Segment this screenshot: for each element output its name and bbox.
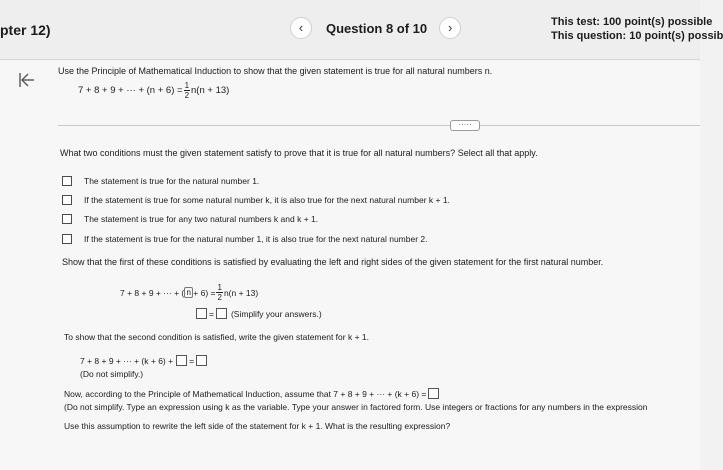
k-rhs-input[interactable] [196,355,207,366]
collapse-back-icon[interactable] [18,71,36,89]
first-lhs-start: 7 + 8 + 9 + ··· + ( [120,287,185,298]
option-1-checkbox[interactable] [62,176,72,186]
statement-lhs: 7 + 8 + 9 + ··· + (n + 6) = [78,85,183,96]
top-bar [0,0,723,60]
k-statement-lhs: 7 + 8 + 9 + ··· + (k + 6) + [80,355,174,366]
problem-instruction: Use the Principle of Mathematical Induction to show that the given statement is true for all natural numbers n. [58,66,493,76]
problem-statement [78,81,229,100]
expand-more-button[interactable]: ····· [450,120,480,131]
option-2-checkbox[interactable] [62,195,72,205]
next-question-button[interactable]: › [439,17,461,39]
first-rhs-answer-input[interactable] [216,308,227,319]
second-condition-question: To show that the second condition is satisfied, write the given statement for k + 1. [64,332,369,342]
first-lhs-answer-input[interactable] [196,308,207,319]
fraction-denominator: 2 [184,91,190,100]
rewrite-question: Use this assumption to rewrite the left side of the statement for k + 1. What is the resulting expression? [64,421,451,431]
statement-rhs: n(n + 13) [191,85,230,96]
first-condition-question: Show that the first of these conditions is satisfied by evaluating the left and right sides of the given statement for the first natural number. [62,257,604,267]
test-points: This test: 100 point(s) possible [551,16,713,28]
option-1[interactable] [62,176,259,186]
points-info [551,15,723,43]
chapter-title: pter 12) [0,22,51,38]
section-divider [58,125,700,126]
option-4-label: If the statement is true for the natural number 1, it is also true for the next natural number 2. [84,234,428,244]
one-half-fraction [184,81,190,100]
first-one-half-fraction [216,283,222,302]
k-equals-sign: = [189,355,195,366]
option-1-label: The statement is true for the natural number 1. [84,176,260,186]
question-navigator [290,17,461,39]
option-4[interactable] [62,234,427,244]
option-2[interactable] [62,195,450,205]
assumption-input[interactable] [428,388,439,399]
first-lhs-end: + 6) = [193,287,216,298]
option-4-checkbox[interactable] [62,234,72,244]
assumption-instructions: (Do not simplify. Type an expression using k as the variable. Type your answer in factored form. Use integers or fractions for any numbers in the expression [64,402,648,412]
simplify-hint: (Simplify your answers.) [230,308,322,319]
option-3-checkbox[interactable] [62,214,72,224]
fraction-numerator: 1 [184,81,190,90]
first-condition-answer-row [196,308,322,319]
assumption-text: Now, according to the Principle of Mathematical Induction, assume that 7 + 8 + 9 + ··· + (k + 6) = [64,388,427,399]
first-fraction-numerator: 1 [217,283,222,292]
n-highlight: n [184,287,193,298]
assumption-statement [64,388,439,399]
first-condition-statement [120,283,258,302]
first-equals-sign: = [209,308,214,319]
first-fraction-denominator: 2 [217,293,222,302]
first-rhs: n(n + 13) [223,287,259,298]
option-3-label: The statement is true for any two natural numbers k and k + 1. [84,214,319,224]
k-next-term-input[interactable] [176,355,187,366]
option-3[interactable] [62,214,318,224]
question-points: This question: 10 point(s) possib [551,30,723,42]
k-plus-one-statement [80,355,207,366]
conditions-question: What two conditions must the given statement satisfy to prove that it is true for all natural numbers? Select all that apply. [60,148,538,158]
option-2-label: If the statement is true for some natural number k, it is also true for the next natural number k + 1. [84,195,450,205]
previous-question-button[interactable]: ‹ [290,17,312,39]
question-counter: Question 8 of 10 [326,20,428,36]
do-not-simplify-hint: (Do not simplify.) [80,369,144,379]
